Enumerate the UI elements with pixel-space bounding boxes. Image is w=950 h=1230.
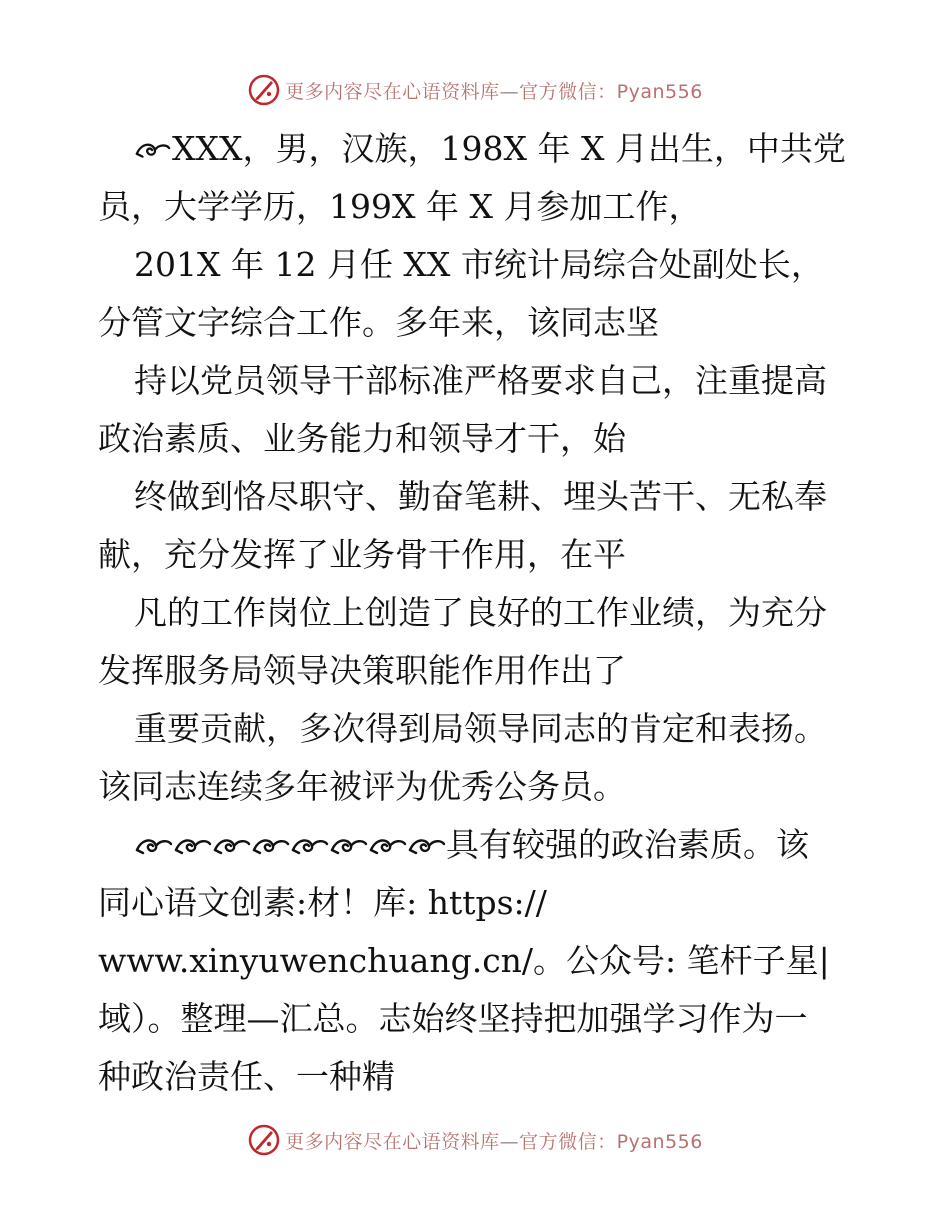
paragraph-1-line-9: 凡的工作岗位上创造了良好的工作业绩，为充分 [134, 593, 827, 632]
leaf-flourish-icon [329, 834, 369, 858]
paragraph-1-line-12: 该同志连续多年被评为优秀公务员。 [98, 767, 626, 806]
paragraph-1-line-2: 员，大学学历，199X 年 X 月参加工作， [98, 187, 702, 226]
quill-pen-logo-icon [247, 1123, 281, 1157]
paragraph-2-line-1 [98, 816, 858, 874]
paragraph-1-line-7: 终做到恪尽职守、勤奋笔耕、埋头苦干、无私奉 [134, 477, 827, 516]
paragraph-2-line-5: 种政治责任、一种精 [98, 1057, 395, 1096]
ornament-row [134, 834, 446, 858]
banner-official-wechat: 官方微信：Pyan556 [519, 1130, 703, 1153]
paragraph-1-line-10: 发挥服务局领导决策职能作用作出了 [98, 651, 626, 690]
paragraph-2-line-4: 域）。整理—汇总。志始终坚持把加强学习作为一 [98, 999, 808, 1038]
paragraph-2-line-2: 同心语文创素:材！库: https:// [98, 883, 547, 922]
banner-main-text: 更多内容尽在心语资料库 [285, 80, 500, 103]
paragraph-1-line-5: 持以党员领导干部标准严格要求自己，注重提高 [134, 361, 827, 400]
paragraph-1-line-4: 分管文字综合工作。多年来，该同志坚 [98, 303, 659, 342]
header-watermark-banner [0, 70, 950, 110]
banner-main-text: 更多内容尽在心语资料库 [285, 1130, 500, 1153]
leaf-flourish-icon [173, 834, 213, 858]
leaf-flourish-icon [368, 834, 408, 858]
quill-pen-logo-icon [247, 73, 281, 107]
paragraph-1-line-11: 重要贡献，多次得到局领导同志的肯定和表扬。 [134, 709, 827, 748]
text-line: XXX，男，汉族，198X 年 X 月出生，中共党 [172, 129, 846, 168]
paragraph-1-line-8: 献，充分发挥了业务骨干作用，在平 [98, 535, 626, 574]
leaf-flourish-icon [134, 834, 174, 858]
banner-text [285, 77, 703, 104]
leaf-flourish-icon [212, 834, 252, 858]
paragraph-1-line-1 [98, 120, 858, 178]
leaf-flourish-icon [251, 834, 291, 858]
banner-text [285, 1127, 703, 1154]
paragraph-1-line-6: 政治素质、业务能力和领导才干，始 [98, 419, 626, 458]
text-line: 具有较强的政治素质。该 [446, 825, 809, 864]
leaf-flourish-icon [407, 834, 447, 858]
banner-separator: — [499, 80, 520, 103]
leaf-flourish-icon [290, 834, 330, 858]
footer-watermark-banner [0, 1120, 950, 1160]
banner-official-wechat: 官方微信：Pyan556 [519, 80, 703, 103]
paragraph-1-line-3: 201X 年 12 月任 XX 市统计局综合处副处长， [134, 245, 824, 284]
document-body [98, 120, 858, 1106]
leaf-flourish-icon [134, 138, 172, 162]
banner-separator: — [499, 1130, 520, 1153]
paragraph-2-line-3: www.xinyuwenchuang.cn/。公众号: 笔杆子星| [98, 941, 830, 980]
